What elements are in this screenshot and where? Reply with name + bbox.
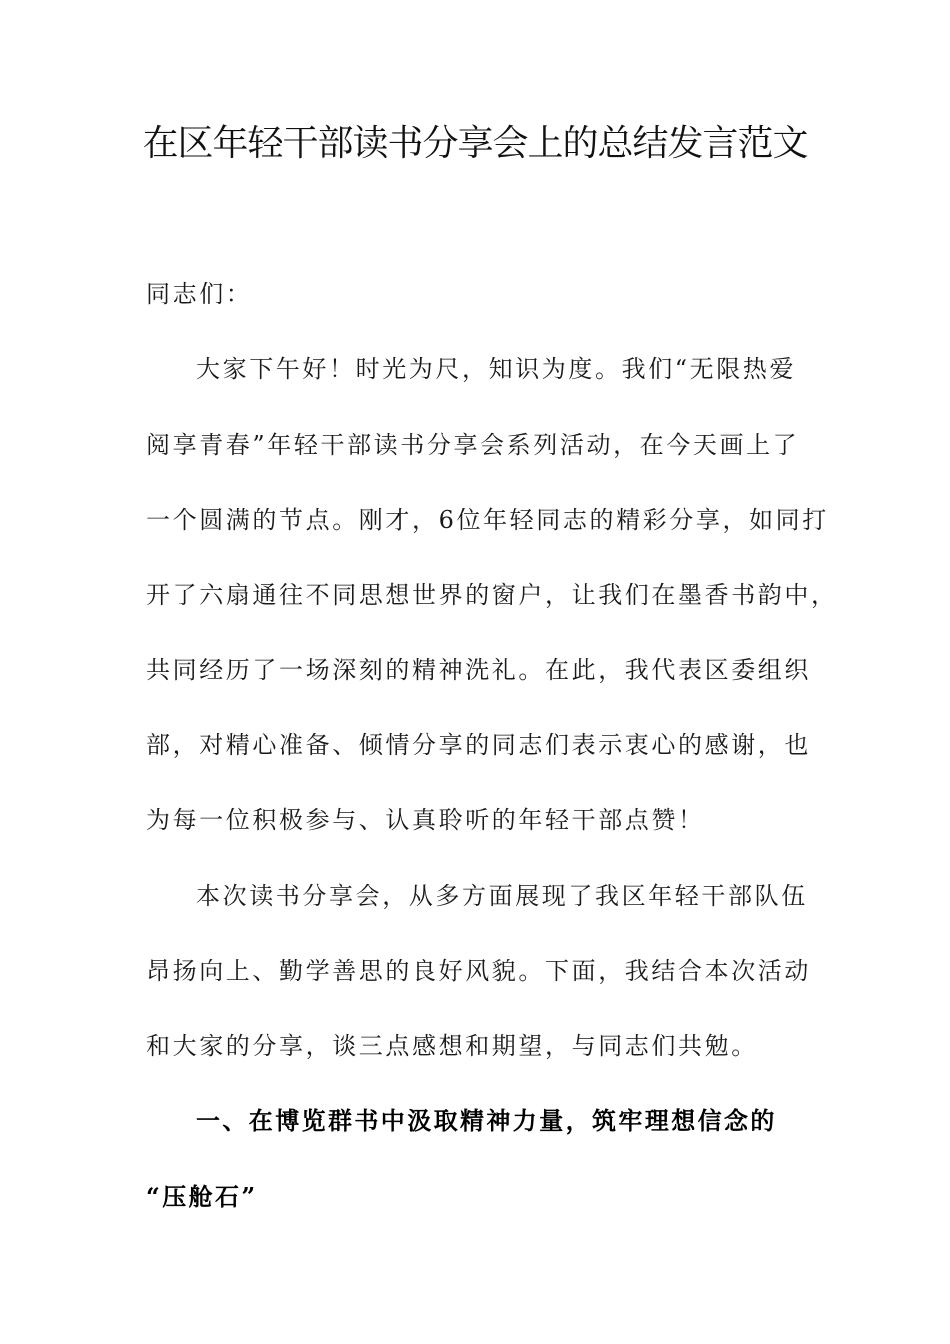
paragraph-1-line-3: 一个圆满的节点。刚才，6位年轻同志的精彩分享，如同打	[146, 506, 829, 534]
paragraph-1-line-1: 大家下午好！时光为尺，知识为度。我们“无限热爱	[196, 355, 797, 383]
paragraph-1-line-2: 阅享青春”年轻干部读书分享会系列活动，在今天画上了	[146, 431, 800, 459]
paragraph-1-line-5: 共同经历了一场深刻的精神洗礼。在此，我代表区委组织	[146, 656, 811, 684]
section-heading-1-line-1: 一、在博览群书中汲取精神力量，筑牢理想信念的	[196, 1106, 777, 1135]
paragraph-2-line-2: 昂扬向上、勤学善思的良好风貌。下面，我结合本次活动	[146, 957, 811, 985]
paragraph-2-line-1: 本次读书分享会，从多方面展现了我区年轻干部队伍	[196, 882, 808, 910]
document-title: 在区年轻干部读书分享会上的总结发言范文	[142, 123, 808, 164]
paragraph-1-line-4: 开了六扇通往不同思想世界的窗户，让我们在墨香书韵中，	[146, 581, 838, 609]
section-heading-1-line-2: “压舱石”	[146, 1182, 258, 1211]
paragraph-2-line-3: 和大家的分享，谈三点感想和期望，与同志们共勉。	[146, 1032, 758, 1060]
salutation: 同志们：	[146, 280, 253, 308]
paragraph-1-line-7: 为每一位积极参与、认真聆听的年轻干部点赞！	[146, 806, 705, 834]
paragraph-1-line-6: 部，对精心准备、倾情分享的同志们表示衷心的感谢，也	[146, 731, 811, 759]
